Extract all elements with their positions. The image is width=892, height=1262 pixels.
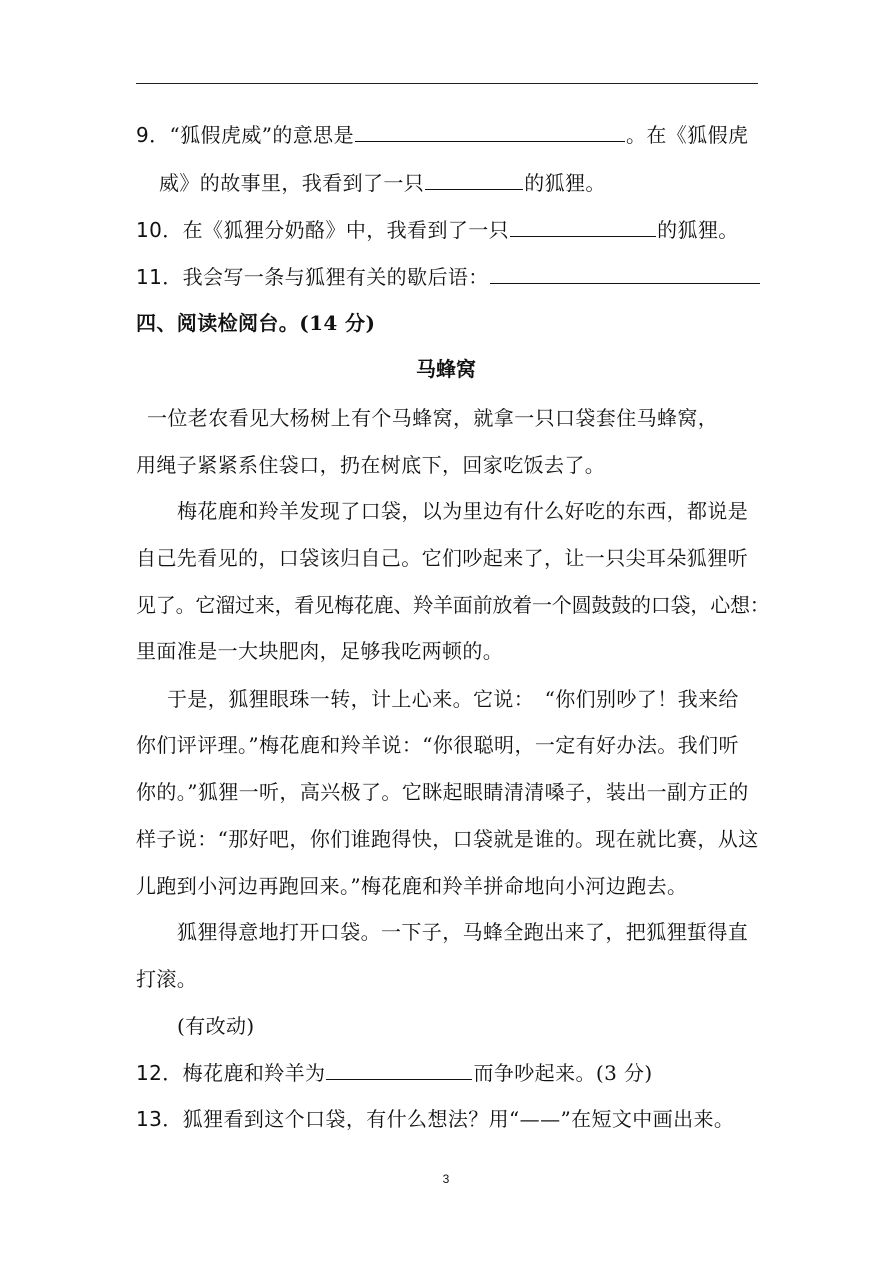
question-text: 我会写一条与狐狸有关的歇后语：	[182, 265, 489, 289]
answer-blank[interactable]	[355, 121, 625, 142]
story-line: 自己先看见的，口袋该归自己。它们吵起来了，让一只尖耳朵狐狸听	[136, 546, 748, 570]
question-text: 在《狐狸分奶酪》中，我看到了一只	[182, 218, 510, 242]
story-line: 一位老农看见大杨树上有个马蜂窝，就拿一只口袋套住马蜂窝，	[147, 406, 719, 430]
story-line: 狐狸得意地打开口袋。一下子，马蜂全跑出来了，把狐狸蜇得直	[177, 920, 749, 944]
question-9-line-2	[159, 169, 606, 196]
question-text: 而争吵起来。(3 分)	[473, 1061, 653, 1085]
story-line: 于是，狐狸眼珠一转，计上心来。它说： “你们别吵了！我来给	[167, 687, 739, 711]
question-number: 11．	[136, 265, 183, 289]
page-number: 3	[442, 1172, 450, 1186]
story-line: 用绳子紧紧系住袋口，扔在树底下，回家吃饭去了。	[136, 453, 606, 477]
question-text: 的狐狸。	[657, 218, 739, 242]
story-line: 见了。它溜过来，看见梅花鹿、羚羊面前放着一个圆鼓鼓的口袋，心想：	[136, 593, 770, 617]
question-text: 梅花鹿和羚羊为	[182, 1061, 326, 1085]
question-number: 13．	[136, 1107, 183, 1131]
question-text: “狐假虎威”的意思是	[169, 123, 354, 147]
story-source-note: (有改动)	[177, 1014, 255, 1038]
answer-blank[interactable]	[490, 263, 760, 284]
question-number: 12．	[136, 1061, 183, 1085]
story-line: 你的。”狐狸一听，高兴极了。它眯起眼睛清清嗓子，装出一副方正的	[136, 780, 749, 804]
question-number: 10．	[136, 218, 183, 242]
answer-blank[interactable]	[425, 169, 523, 190]
story-title: 马蜂窝	[416, 357, 476, 381]
story-line: 梅花鹿和羚羊发现了口袋，以为里边有什么好吃的东西，都说是	[177, 499, 749, 523]
question-11	[136, 263, 761, 290]
story-line: 样子说：“那好吧，你们谁跑得快，口袋就是谁的。现在就比赛，从这	[136, 827, 759, 851]
answer-blank[interactable]	[510, 216, 656, 237]
question-10	[136, 216, 739, 243]
question-text: 的狐狸。	[524, 171, 606, 195]
question-text: 。在《狐假虎	[625, 123, 749, 147]
story-line: 打滚。	[136, 967, 198, 991]
question-text: 威》的故事里，我看到了一只	[159, 171, 425, 195]
story-line: 里面准是一大块肥肉，足够我吃两顿的。	[136, 639, 504, 663]
question-13	[136, 1106, 734, 1132]
story-line: 儿跑到小河边再跑回来。”梅花鹿和羚羊拼命地向小河边跑去。	[136, 874, 688, 898]
question-number: 9．	[136, 123, 170, 147]
question-text: 狐狸看到这个口袋，有什么想法？用“——”在短文中画出来。	[182, 1107, 735, 1131]
section-heading: 四、阅读检阅台。(14 分)	[136, 311, 376, 335]
question-12	[136, 1059, 653, 1086]
question-9-line-1	[136, 121, 748, 148]
header-rule	[136, 83, 758, 84]
story-line: 你们评评理。”梅花鹿和羚羊说：“你很聪明，一定有好办法。我们听	[136, 733, 739, 757]
answer-blank[interactable]	[326, 1059, 472, 1080]
